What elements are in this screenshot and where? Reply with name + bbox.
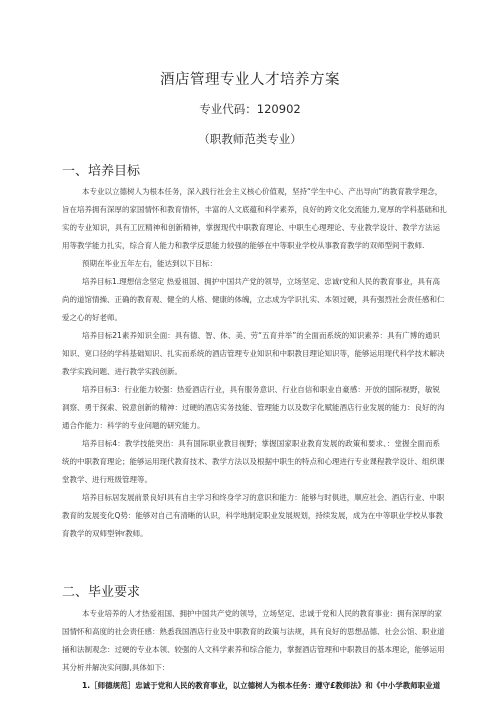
- paragraph-line: 洞察、勇于探索、锐意创新的精神：过硬的酒店实务技能、管理能力以及数字化赋能酒店行业发展的能力：良好的沟: [62, 403, 445, 412]
- paragraph-line: 育教学的双师型钟r教师。: [62, 529, 148, 538]
- paragraph-line: 统的中职教育理论；能够运用现代教育技术、教学方法以及根据中职生的特点和心理进行专业课程教学设计、组织课: [62, 457, 445, 466]
- section-heading-training-goals: 一、培养目标: [62, 164, 141, 179]
- paragraph-line: 预期在毕业五年左右，能达到以下目标：: [82, 259, 217, 268]
- section-body-training-goals: [62, 183, 447, 543]
- paragraph-line: 堂教学、进行班级管理等。: [62, 475, 152, 484]
- paragraph-line: 实的专业知识，具有工匠精神和创新精神，掌握现代中职教育理论、中职生心理理论、专业教学设计、教学方法运: [62, 223, 440, 232]
- paragraph-line: 本专业培养的人才热爱祖国、拥护中国共产党的领导，立场坚定、忠诚于党和人民的教育事业：拥有深厚的家: [82, 609, 442, 618]
- paragraph-line: 其分析并解决实问脚,具体如下：: [62, 663, 170, 672]
- paragraph-line: 捅和法制观念：过硬的专业本领、较强的人文科学素养和综合能力，掌握酒店管理和中职教目的基本理论，能够运用: [62, 645, 445, 654]
- paragraph-line: 通合作能力：科学的专业问题的研究能力。: [62, 421, 205, 430]
- paragraph-line: 爱之心的好老师。: [62, 313, 122, 322]
- paragraph-line: 本专业以立德树人为根本任务，深入践行社会主义核心价值观，坚持“学生中心、产出导向”的教育教学理念，: [82, 187, 443, 196]
- paragraph-line: 培养目标4：教学技能突出：具有国际职业教目视野；掌握国家职业教育发展的政策和要求、：堂握全面而系: [82, 439, 440, 448]
- paragraph-line: 教育的发展变化Q势：能够对自己有清晰的认识，科学地制定职业发展规划，持续发展，成为在中等职业学校从事教: [62, 511, 443, 520]
- program-code: 专业代码：120902: [199, 102, 301, 116]
- paragraph-line: 尚的道馆情操、正确的教育观、健全的人格、健康的体魄，立志成为学识扎实、本领过硬，具有强烈社会责任感和仁: [62, 295, 445, 304]
- paragraph-line: 旨在培养拥有深厚的家国情怀和教育情怀，丰富的人文底蕴和科学素养，良好的跨文化交流能力,宽厚的学科基础和扎: [62, 205, 447, 214]
- section-heading-graduation-requirements: 二、毕业要求: [62, 585, 141, 600]
- paragraph-line: 1.［师德规范］忠诚于党和人民的教育事业，以立德树人为根本任务：遵守£教师法》和《中小学教师职业道: [82, 681, 441, 690]
- paragraph-line: 培养目标21素养知识全面：具有德、智、体、美、劳“五育并举”的全面而系统的知识素养：具有广博的通识: [82, 331, 440, 340]
- paragraph-line: 知识、宽口径的学科基础知识、扎实而系统的酒店管理专业知识和中职教目理论知识等，能够运用现代科学技术解决: [62, 349, 445, 358]
- paragraph-line: 国情怀和高度的社会责任感：熟悉我国酒店行业及中职教育的政策与法规，具有良好的思想品德、社会公馆、职业道: [62, 627, 445, 636]
- section-body-graduation-requirements: [62, 605, 445, 695]
- paragraph-line: 教学实践问题、进行教学实践创新。: [62, 367, 182, 376]
- paragraph-line: 培养目标3：行业能力较强：热爱酒店行业，具有服务意识、行业自信和职业自豪感：开放的国际视野，敏锐: [82, 385, 440, 394]
- document-title: 酒店管理专业人才培养方案: [160, 72, 340, 88]
- paragraph-line: 培养目标1.理想信念坚定 热爱祖国、拥护中国共产党的领导，立场坚定、忠诚r党和人民的教育事业，具有高: [82, 277, 440, 286]
- paragraph-line: 用等教学能力扎实，综合育人能力和教学反思能力较强的能够在中等职业学校从事教育教学的双师型间干教师.: [62, 241, 425, 250]
- program-category: （职教师范类专业）: [198, 132, 302, 146]
- paragraph-line: 培养目标居发展前景良好Ⅰ具有自主学习和终身学习的意识和能力：能够与时俱进，顺应社会、酒店行业、中职: [82, 493, 445, 502]
